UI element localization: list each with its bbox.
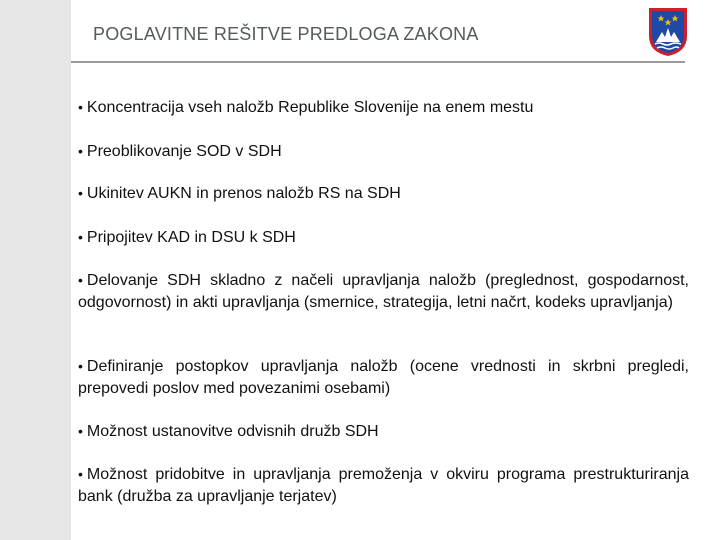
bullet-item: [78, 420, 689, 443]
bullet-text: Preoblikovanje SOD v SDH: [86, 143, 282, 160]
coat-of-arms-icon: [647, 6, 689, 58]
bullet-item: [78, 226, 689, 249]
bullet-text: Ukinitev AUKN in prenos naložb RS na SDH: [86, 185, 401, 202]
bullet-item: [78, 463, 689, 508]
title-divider: [71, 61, 685, 63]
bullet-text: Možnost ustanovitve odvisnih družb SDH: [86, 423, 379, 440]
bullet-item: [78, 269, 689, 314]
left-decorative-bar: [0, 0, 71, 540]
bullet-item: [78, 182, 689, 205]
slide-title: POGLAVITNE REŠITVE PREDLOGA ZAKONA: [93, 24, 479, 44]
bullet-item: [78, 355, 689, 400]
bullet-dot: •: [78, 99, 83, 115]
bullet-dot: •: [78, 185, 83, 201]
bullet-item: [78, 140, 689, 163]
bullet-text: Delovanje SDH skladno z načeli upravljanja naložb (preglednost, gospodarnost, odgovornost) in akti upravljanja (smernice, strategija, letni načrt, kodeks upravljanja): [78, 272, 689, 311]
bullet-text: Pripojitev KAD in DSU k SDH: [86, 229, 296, 246]
bullet-dot: •: [78, 229, 83, 245]
bullet-dot: •: [78, 358, 83, 374]
bullet-text: Definiranje postopkov upravljanja naložb (ocene vrednosti in skrbni pregledi, prepovedi poslov med povezanimi osebami): [78, 358, 689, 397]
bullet-dot: •: [78, 466, 83, 482]
bullet-item: [78, 96, 689, 119]
bullet-dot: •: [78, 423, 83, 439]
bullet-text: Koncentracija vseh naložb Republike Slovenije na enem mestu: [86, 99, 534, 116]
bullet-text: Možnost pridobitve in upravljanja premoženja v okviru programa prestrukturiranja bank (družba za upravljanje terjatev): [78, 466, 689, 505]
bullet-dot: •: [78, 272, 83, 288]
bullet-dot: •: [78, 143, 83, 159]
